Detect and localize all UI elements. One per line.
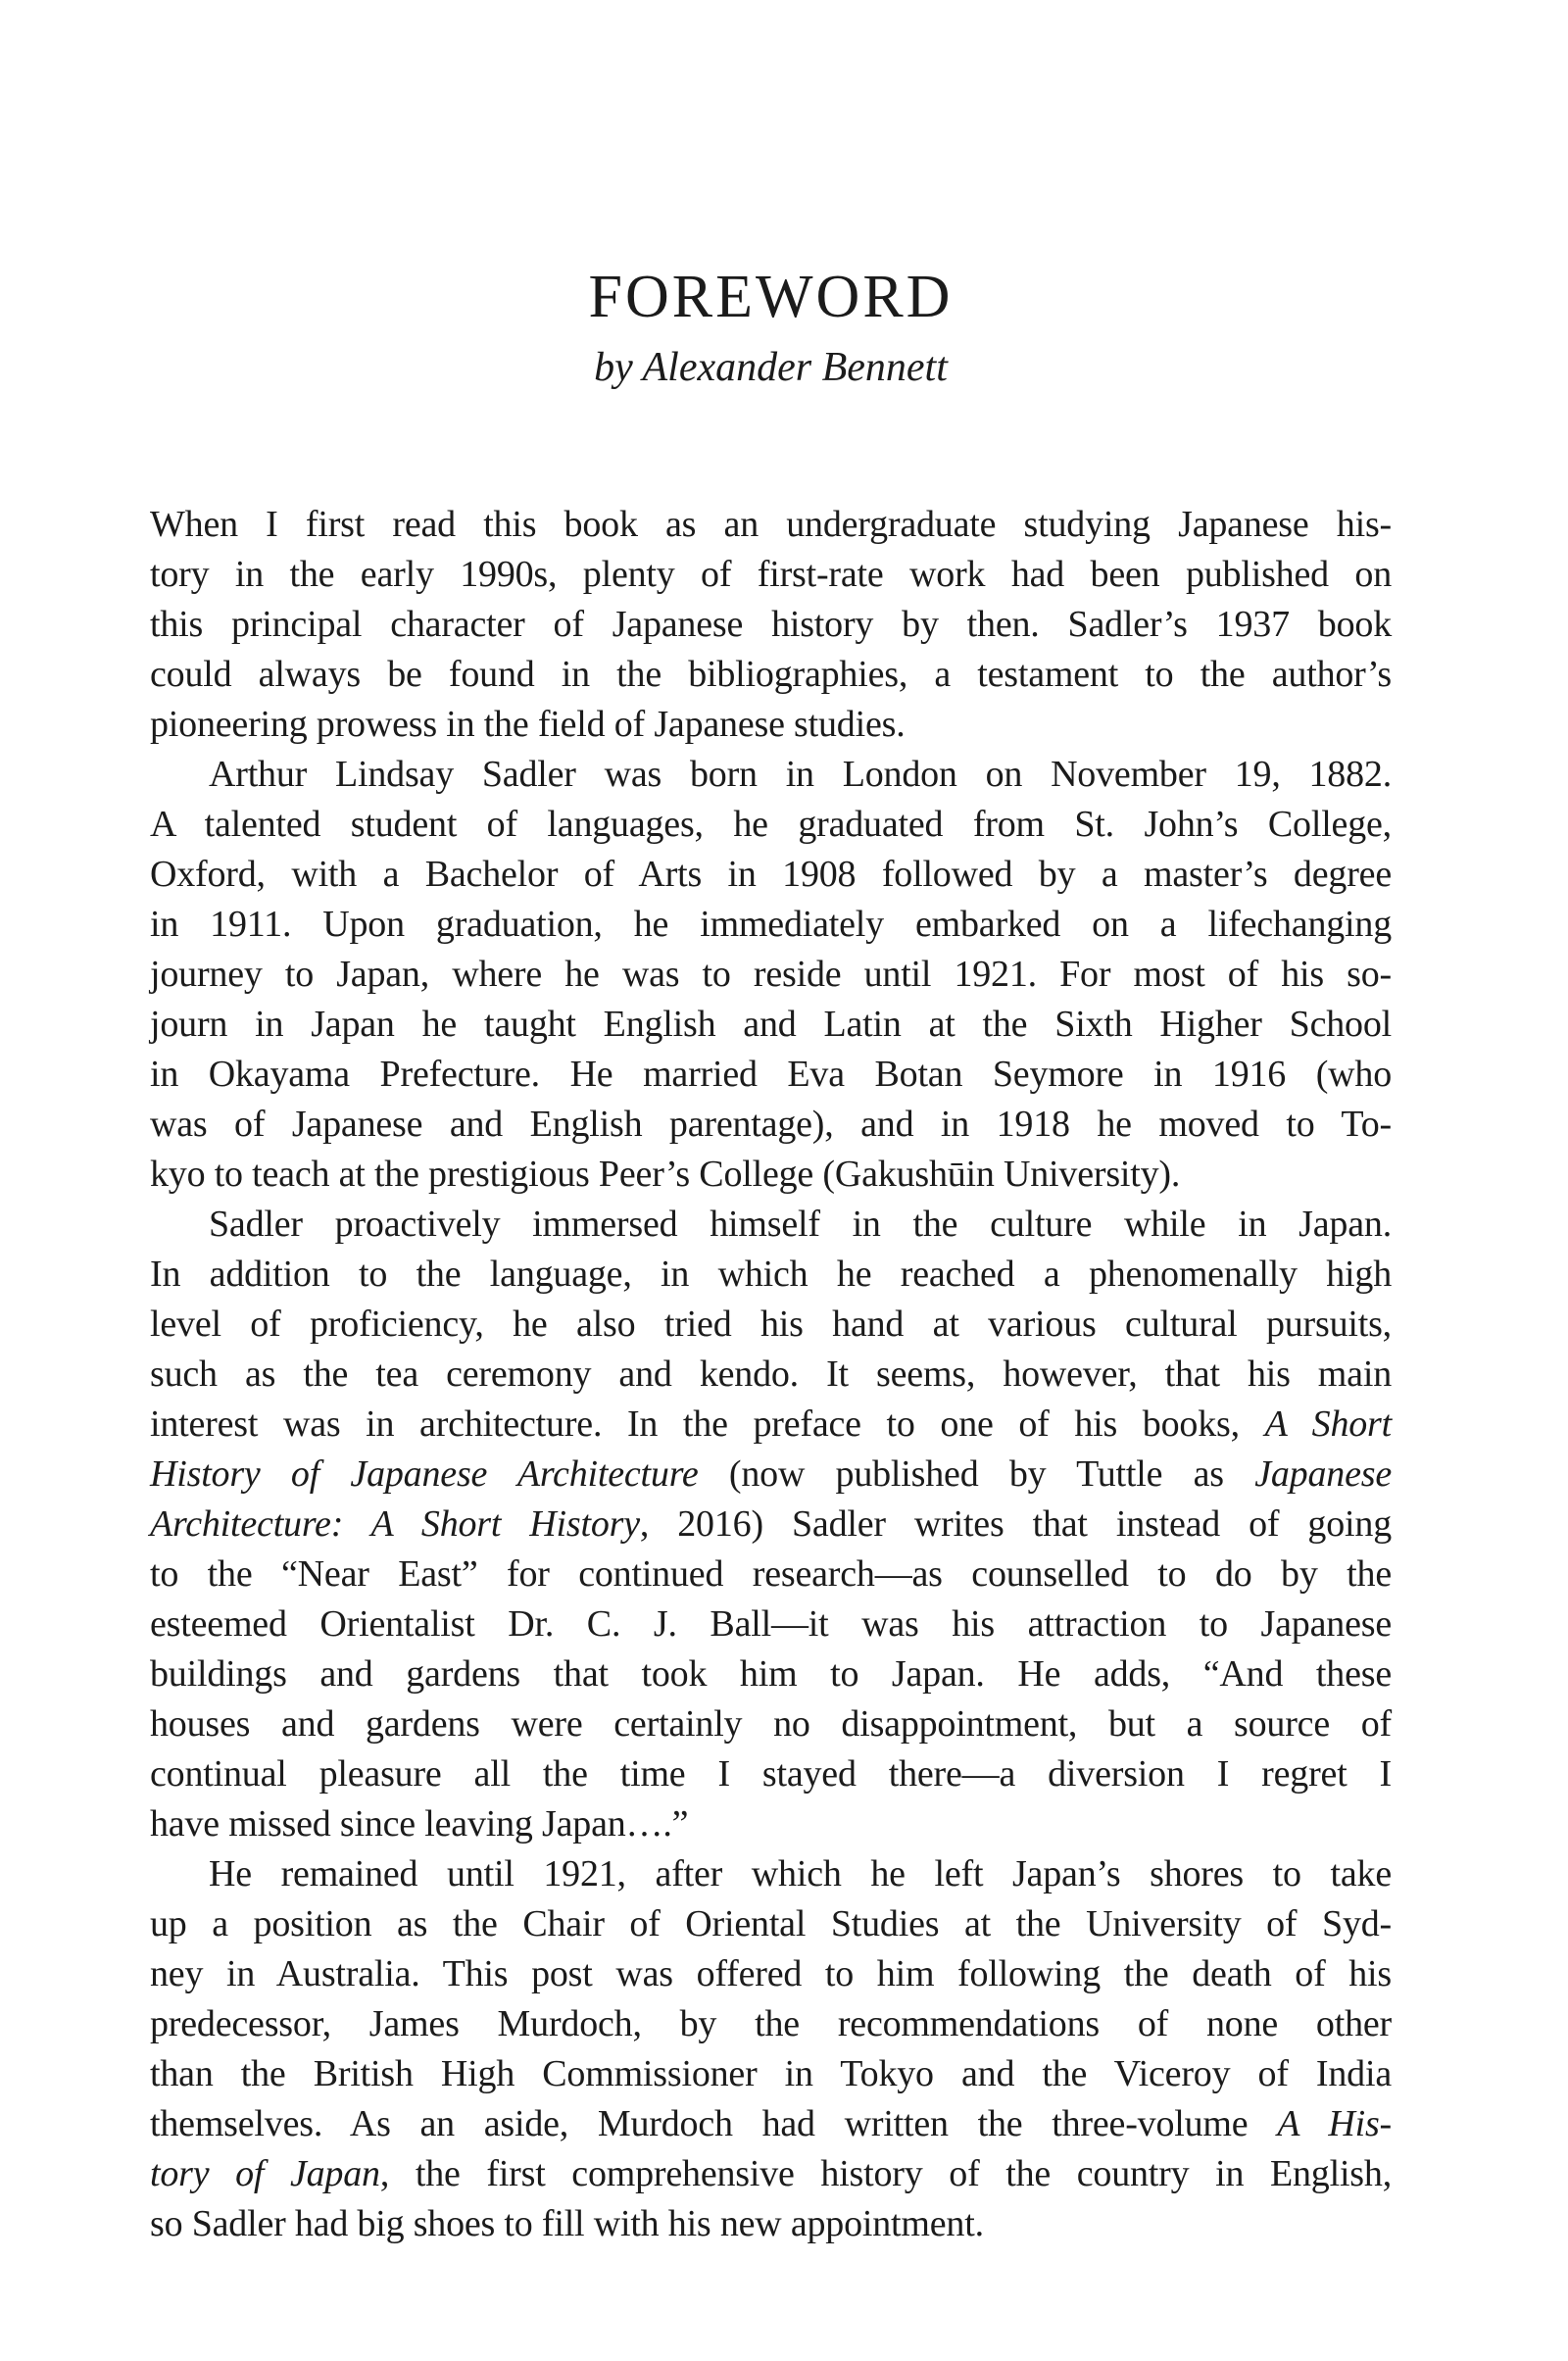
text-line	[150, 750, 1392, 800]
text-segment: ney in Australia. This post was offered to him following the death of his	[150, 1953, 1392, 1995]
italic-text-segment: History of Japanese Architecture	[150, 1453, 699, 1496]
text-line	[150, 850, 1392, 900]
text-line	[150, 1699, 1392, 1749]
text-line	[150, 1200, 1392, 1250]
page-title: FOREWORD	[588, 264, 954, 330]
italic-text-segment: tory of Japan	[150, 2153, 380, 2195]
text-segment: Sadler proactively immersed himself in the culture while in Japan.	[209, 1204, 1392, 1246]
text-line	[150, 1649, 1392, 1699]
text-segment: level of proficiency, he also tried his hand at various cultural pursuits,	[150, 1303, 1392, 1346]
text-line	[150, 1350, 1392, 1400]
text-line	[150, 550, 1392, 600]
text-segment: so Sadler had big shoes to fill with his new appointment.	[150, 2203, 984, 2245]
text-line	[150, 1899, 1392, 1949]
byline: by Alexander Bennett	[594, 345, 948, 390]
text-segment: up a position as the Chair of Oriental Studies at the University of Syd-	[150, 1903, 1392, 1945]
text-line	[150, 1050, 1392, 1100]
text-segment: than the British High Commissioner in Tokyo and the Viceroy of India	[150, 2053, 1392, 2095]
text-segment: A talented student of languages, he graduated from St. John’s College,	[150, 804, 1392, 846]
text-line	[150, 1000, 1392, 1050]
text-segment: In addition to the language, in which he reached a phenomenally high	[150, 1254, 1392, 1296]
text-segment: journ in Japan he taught English and Latin at the Sixth Higher School	[150, 1004, 1392, 1046]
italic-text-segment: Japanese	[1254, 1453, 1392, 1496]
text-line	[150, 800, 1392, 850]
text-line	[150, 1250, 1392, 1300]
text-line	[150, 1999, 1392, 2049]
text-segment: in Okayama Prefecture. He married Eva Botan Seymore in 1916 (who	[150, 1054, 1392, 1096]
text-line	[150, 1949, 1392, 1999]
italic-text-segment: A His-	[1277, 2103, 1392, 2145]
italic-text-segment: A Short	[1264, 1403, 1392, 1446]
text-line	[150, 2049, 1392, 2099]
text-line	[150, 1549, 1392, 1599]
body-text	[150, 500, 1392, 2249]
text-segment: When I first read this book as an undergraduate studying Japanese his-	[150, 504, 1392, 546]
italic-text-segment: Architecture: A Short History	[150, 1503, 640, 1546]
text-segment: kyo to teach at the prestigious Peer’s College (Gakushūin University).	[150, 1154, 1181, 1196]
text-line	[150, 1749, 1392, 1799]
text-segment: interest was in architecture. In the preface to one of his books,	[150, 1403, 1265, 1446]
text-line	[150, 1500, 1392, 1549]
text-segment: houses and gardens were certainly no disappointment, but a source of	[150, 1703, 1392, 1746]
text-segment: continual pleasure all the time I stayed there—a diversion I regret I	[150, 1753, 1392, 1795]
text-line	[150, 650, 1392, 700]
text-segment: esteemed Orientalist Dr. C. J. Ball—it was his attraction to Japanese	[150, 1603, 1392, 1646]
text-line	[150, 2099, 1392, 2149]
text-segment: pioneering prowess in the field of Japanese studies.	[150, 704, 906, 746]
book-page	[150, 0, 1392, 2249]
text-line	[150, 600, 1392, 650]
text-segment: to the “Near East” for continued research—as counselled to do by the	[150, 1553, 1392, 1596]
text-segment: , 2016) Sadler writes that instead of going	[639, 1503, 1392, 1546]
text-segment: tory in the early 1990s, plenty of first-rate work had been published on	[150, 554, 1392, 596]
text-line	[150, 1150, 1392, 1200]
text-segment: , the first comprehensive history of the country in English,	[379, 2153, 1392, 2195]
text-segment: He remained until 1921, after which he left Japan’s shores to take	[209, 1853, 1392, 1895]
text-segment: could always be found in the bibliographies, a testament to the author’s	[150, 654, 1392, 696]
text-segment: predecessor, James Murdoch, by the recommendations of none other	[150, 2003, 1392, 2045]
text-line	[150, 2149, 1392, 2199]
text-segment: such as the tea ceremony and kendo. It seems, however, that his main	[150, 1353, 1392, 1396]
text-line	[150, 700, 1392, 750]
text-line	[150, 1599, 1392, 1649]
text-line	[150, 2199, 1392, 2249]
text-segment: have missed since leaving Japan….”	[150, 1803, 689, 1845]
text-line	[150, 1799, 1392, 1849]
text-segment: buildings and gardens that took him to Japan. He adds, “And these	[150, 1653, 1392, 1696]
text-line	[150, 950, 1392, 1000]
text-line	[150, 1400, 1392, 1450]
text-line	[150, 500, 1392, 550]
text-segment: Oxford, with a Bachelor of Arts in 1908 followed by a master’s degree	[150, 854, 1392, 896]
text-segment: was of Japanese and English parentage), and in 1918 he moved to To-	[150, 1104, 1392, 1146]
text-segment: this principal character of Japanese history by then. Sadler’s 1937 book	[150, 604, 1392, 646]
text-line	[150, 1849, 1392, 1899]
text-segment: in 1911. Upon graduation, he immediately embarked on a lifechanging	[150, 904, 1392, 946]
text-line	[150, 1100, 1392, 1150]
text-segment: Arthur Lindsay Sadler was born in London on November 19, 1882.	[209, 754, 1392, 796]
text-segment: journey to Japan, where he was to reside until 1921. For most of his so-	[150, 954, 1392, 996]
text-line	[150, 900, 1392, 950]
text-line	[150, 1300, 1392, 1350]
text-segment: themselves. As an aside, Murdoch had written the three-volume	[150, 2103, 1278, 2145]
text-segment: (now published by Tuttle as	[698, 1453, 1255, 1496]
text-line	[150, 1450, 1392, 1500]
